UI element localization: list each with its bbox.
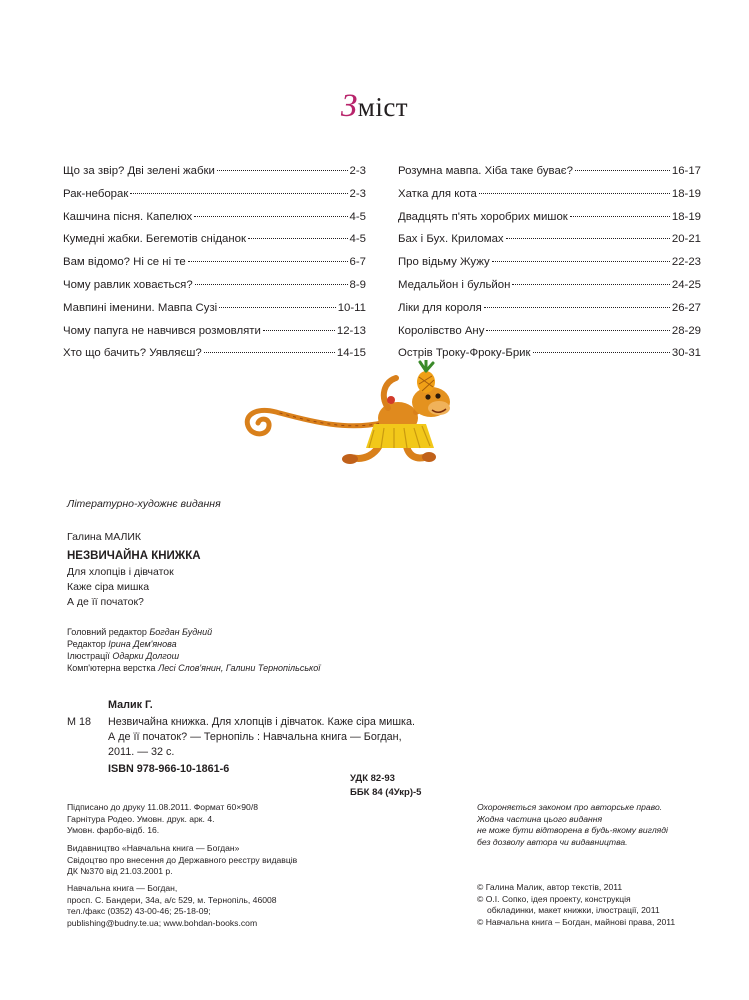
address-line: тел./факс (0352) 43-00-46; 25-18-09;: [67, 906, 211, 917]
toc-entry-title: Ліки для короля: [398, 301, 482, 314]
publisher-block: [67, 843, 297, 878]
isbn: ISBN 978-966-10-1861-6: [108, 763, 230, 775]
toc-entry-pages: 24-25: [671, 278, 701, 291]
credit-line: [67, 639, 177, 651]
toc-entry-pages: 20-21: [671, 233, 701, 246]
toc-leader: [204, 352, 335, 353]
page-title: [0, 88, 749, 125]
copyright-block: [477, 882, 675, 928]
toc-leader: [263, 330, 335, 331]
toc-entry-title: Хатка для кота: [398, 187, 477, 200]
title-initial: З: [340, 88, 358, 124]
toc-entry-pages: 18-19: [671, 210, 701, 223]
toc-entry-pages: 4-5: [349, 233, 366, 246]
catalog-author: Малик Г.: [108, 699, 153, 711]
credit-role: Редактор: [67, 639, 106, 649]
credit-line: [67, 651, 179, 663]
copyright-line: обкладинки, макет книжки, ілюстрації, 2011: [487, 905, 660, 916]
toc-left-column: [63, 165, 366, 370]
rights-notice: [477, 802, 668, 848]
toc-entry[interactable]: [63, 165, 366, 188]
toc-entry-title: Мавпині іменини. Мавпа Сузі: [63, 301, 218, 314]
toc-entry-title: Чому папуга не навчився розмовляти: [63, 324, 261, 337]
toc-entry-pages: 22-23: [671, 256, 701, 269]
toc-entry-pages: 16-17: [671, 165, 701, 177]
toc-entry-pages: 30-31: [671, 347, 701, 360]
toc-entry-title: Медальйон і бульйон: [398, 278, 511, 291]
publisher-line: ДК №370 від 21.03.2001 р.: [67, 866, 173, 877]
toc-right-column: [398, 165, 701, 370]
credit-name: Одарки Долгош: [112, 651, 180, 661]
address-line: просп. С. Бандери, 34а, а/с 529, м. Тернопіль, 46008: [67, 894, 277, 905]
toc-leader: [492, 261, 670, 262]
toc-entry-pages: 28-29: [671, 324, 701, 337]
catalog-line: Незвичайна книжка. Для хлопців і дівчаток. Каже сіра мишка.: [108, 716, 415, 728]
toc-entry[interactable]: [398, 302, 701, 325]
toc-leader: [570, 216, 670, 217]
address-block: [67, 883, 277, 929]
toc-entry[interactable]: [398, 188, 701, 211]
toc-entry-title: Чому равлик ховається?: [63, 278, 193, 291]
rights-line: Охороняється законом про авторське право.: [477, 802, 663, 812]
book-title: НЕЗВИЧАЙНА КНИЖКА: [67, 550, 201, 562]
credit-role: Комп'ютерна верстка: [67, 663, 156, 673]
toc-entry[interactable]: [398, 256, 701, 279]
credit-line: [67, 663, 320, 675]
toc-leader: [484, 307, 670, 308]
toc-entry-pages: 6-7: [349, 256, 366, 269]
toc-entry[interactable]: [63, 279, 366, 302]
toc-entry-pages: 8-9: [349, 278, 366, 291]
toc-entry-title: Рак-неборак: [63, 187, 129, 200]
print-specs: [67, 802, 258, 837]
toc-leader: [248, 238, 348, 239]
catalog-line: 2011. — 32 с.: [108, 746, 175, 758]
print-line: Умовн. фарбо-відб. 16.: [67, 825, 160, 836]
book-subtitle: Для хлопців і дівчаток: [67, 566, 174, 578]
toc-entry-title: Що за звір? Дві зелені жабки: [63, 165, 215, 177]
toc-leader: [479, 193, 670, 194]
toc-leader: [486, 330, 669, 331]
toc-entry-title: Королівство Ану: [398, 324, 485, 337]
copyright-line: © Галина Малик, автор текстів, 2011: [477, 882, 623, 892]
toc-entry-pages: 2-3: [349, 165, 366, 177]
toc-entry-pages: 14-15: [336, 347, 366, 360]
toc-entry[interactable]: [63, 256, 366, 279]
copyright-line: © Навчальна книга – Богдан, майнові права, 2011: [477, 916, 676, 927]
book-subtitle: Каже сіра мишка: [67, 581, 150, 593]
publisher-line: Свідоцтво про внесення до Державного реєстру видавців: [67, 854, 298, 865]
rights-line: без дозволу автора чи видавництва.: [477, 836, 628, 847]
print-line: Гарнітура Родео. Умовн. друк. арк. 4.: [67, 813, 215, 824]
toc-entry[interactable]: [63, 188, 366, 211]
rights-line: Жодна частина цього видання: [477, 813, 603, 824]
toc-leader: [194, 216, 347, 217]
address-line: publishing@budny.te.ua; www.bohdan-books.com: [67, 917, 258, 928]
toc-entry[interactable]: [398, 279, 701, 302]
toc-entry[interactable]: [63, 325, 366, 348]
toc-leader: [506, 238, 670, 239]
toc-entry-title: Розумна мавпа. Хіба таке буває?: [398, 165, 573, 177]
credit-name: Богдан Будний: [149, 627, 213, 637]
toc-entry-pages: 2-3: [349, 187, 366, 200]
toc-entry-title: Вам відомо? Ні се ні те: [63, 256, 186, 269]
credit-role: Ілюстрації: [67, 651, 110, 661]
toc-entry-pages: 26-27: [671, 301, 701, 314]
credit-role: Головний редактор: [67, 627, 147, 637]
credit-name: Ірина Дем'янова: [108, 639, 177, 649]
dancing-monkey-illustration: [236, 360, 466, 475]
toc-entry-pages: 12-13: [336, 324, 366, 337]
toc-entry-pages: 18-19: [671, 187, 701, 200]
copyright-line: © О.І. Сопко, ідея проекту, конструкція: [477, 893, 631, 904]
toc-leader: [575, 170, 670, 171]
credit-name: Лесі Слов'янин, Галини Тернопільської: [158, 663, 321, 673]
toc-entry-title: Про відьму Жужу: [398, 256, 490, 269]
udk: УДК 82-93: [350, 773, 395, 784]
toc-entry-pages: 4-5: [349, 210, 366, 223]
author-line: Галина МАЛИК: [67, 531, 142, 543]
book-subtitle: А де її початок?: [67, 596, 144, 608]
rights-line: не може бути відтворена в будь-якому вигляді: [477, 825, 668, 836]
toc-entry[interactable]: [398, 211, 701, 234]
toc-entry-title: Кашчина пісня. Капелюх: [63, 210, 193, 223]
toc-entry[interactable]: [398, 165, 701, 188]
toc-leader: [130, 193, 347, 194]
toc-entry-pages: 10-11: [337, 301, 366, 314]
toc-entry[interactable]: [398, 233, 701, 256]
toc-leader: [512, 284, 669, 285]
toc-entry-title: Кумедні жабки. Бегемотів сніданок: [63, 233, 246, 246]
toc-leader: [188, 261, 348, 262]
catalog-line: А де її початок? — Тернопіль : Навчальна книга — Богдан,: [108, 731, 402, 743]
toc-entry-title: Двадцять п'ять хоробрих мишок: [398, 210, 568, 223]
toc-entry[interactable]: [63, 233, 366, 256]
print-line: Підписано до друку 11.08.2011. Формат 60×90/8: [67, 802, 258, 812]
toc-leader: [217, 170, 348, 171]
toc-entry-title: Бах і Бух. Криломах: [398, 233, 504, 246]
toc-entry-title: Хто що бачить? Уявляєш?: [63, 347, 202, 360]
catalog-code: М 18: [67, 716, 92, 728]
toc-entry-title: Острів Троку-Фроку-Брик: [398, 347, 531, 360]
bbk: ББК 84 (4Укр)-5: [350, 787, 422, 798]
address-line: Навчальна книга — Богдан,: [67, 883, 178, 893]
toc-entry[interactable]: [63, 211, 366, 234]
credit-line: [67, 627, 212, 639]
genre-line: Літературно-художнє видання: [67, 498, 221, 510]
toc-entry[interactable]: [63, 302, 366, 325]
toc-leader: [195, 284, 348, 285]
toc-entry[interactable]: [398, 325, 701, 348]
title-rest: міст: [357, 92, 409, 122]
toc-leader: [219, 307, 336, 308]
toc-leader: [533, 352, 670, 353]
publisher-line: Видавництво «Навчальна книга — Богдан»: [67, 843, 240, 853]
